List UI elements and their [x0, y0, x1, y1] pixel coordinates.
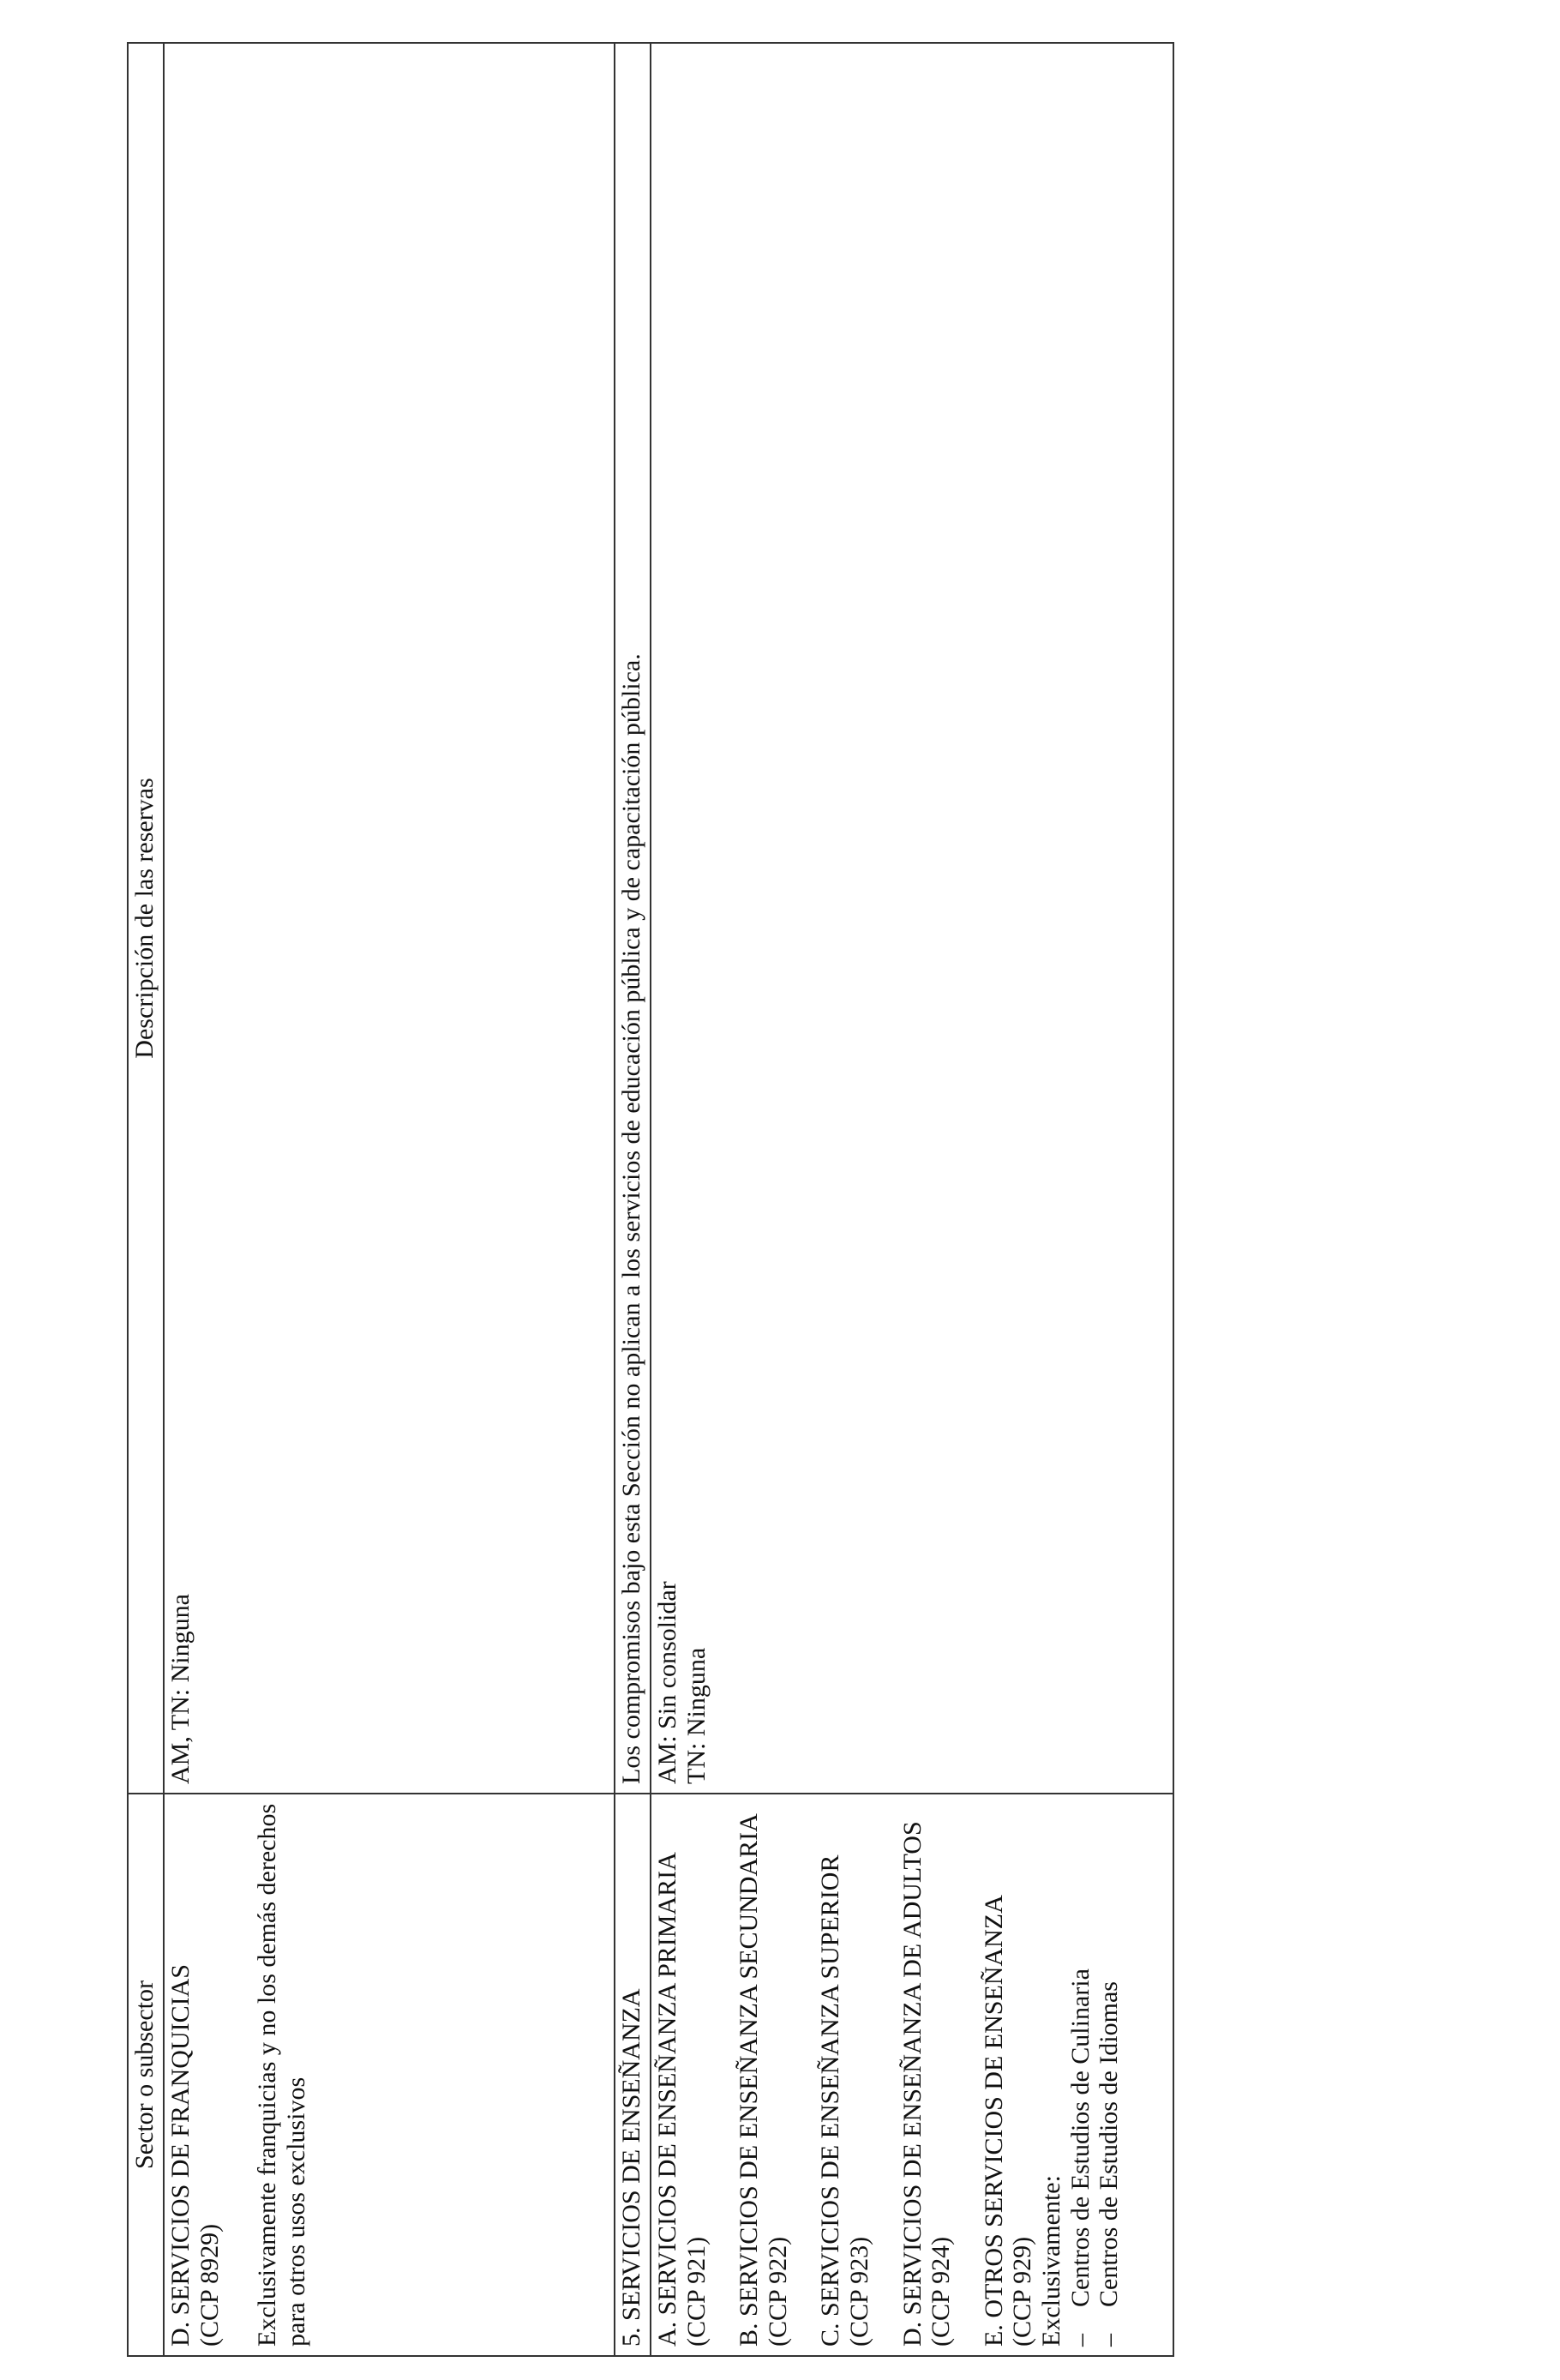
cell-ensenanza-sector: [615, 1794, 651, 2356]
subsector-b-title: B. SERVICIOS DE ENSEÑANZA SECUNDARIA: [735, 1813, 764, 2347]
cell-franquicias-sector: [164, 1794, 615, 2356]
cell-subsectores-reserva: [651, 43, 1173, 1794]
list-item: – Centros de Estudios de Culinaria: [1066, 1803, 1095, 2347]
table-row-subsectores: [651, 43, 1173, 2356]
table-header-row: [128, 43, 164, 2356]
subsector-d-title: D. SERVICIOS DE ENSEÑANZA DE ADULTOS: [897, 1821, 927, 2347]
subsector-e-title: E. OTROS SERVICIOS DE ENSEÑANZA: [979, 1895, 1008, 2347]
subsector-c-code: (CCP 923): [844, 2236, 873, 2347]
reservations-table: [127, 42, 1174, 2357]
ensenanza-reserva: Los compromisos bajo esta Sección no aplican a los servicios de educación pública y de capacitación pública.: [617, 653, 645, 1784]
subsector-b-code: (CCP 922): [763, 2236, 792, 2347]
franquicias-title: D. SERVICIOS DE FRANQUICIAS: [166, 1964, 195, 2347]
franquicias-reserva: AM, TN: Ninguna: [166, 1594, 195, 1784]
franquicias-note: Exclusivamente franquicias y no los demás derechos para otros usos exclusivos: [253, 1803, 310, 2347]
subsector-a-title: A. SERVICIOS DE ENSEÑANZA PRIMARIA: [653, 1852, 681, 2347]
cell-subsectores: [651, 1794, 1173, 2356]
table-row-franquicias: [164, 43, 615, 2356]
table-row-ensenanza: [615, 43, 651, 2356]
subsectores-reserva-am: AM: Sin consolidar: [653, 1581, 681, 1784]
header-sector: Sector o subsector: [128, 1794, 164, 2356]
list-item: – Centros de Estudios de Idiomas: [1095, 1803, 1124, 2347]
header-descripcion: Descripción de las reservas: [128, 43, 164, 1794]
subsector-e-lead: Exclusivamente:: [1036, 2175, 1065, 2347]
subsector-e-list: [1066, 1803, 1124, 2347]
subsector-c-title: C. SERVICIOS DE ENSEÑANZA SUPERIOR: [816, 1854, 845, 2347]
cell-franquicias-reserva: [164, 43, 615, 1794]
subsector-d-code: (CCP 924): [927, 2236, 956, 2347]
rotated-table-container: [127, 44, 1174, 2357]
subsectores-reserva-tn: TN: Ninguna: [681, 1647, 711, 1784]
subsector-a-code: (CCP 921): [681, 2236, 711, 2347]
franquicias-code: (CCP 8929): [195, 2223, 224, 2347]
subsector-e-code: (CCP 929): [1008, 2236, 1037, 2347]
cell-ensenanza-reserva: [615, 43, 651, 1794]
ensenanza-title: 5. SERVICIOS DE ENSEÑANZA: [617, 1988, 645, 2347]
